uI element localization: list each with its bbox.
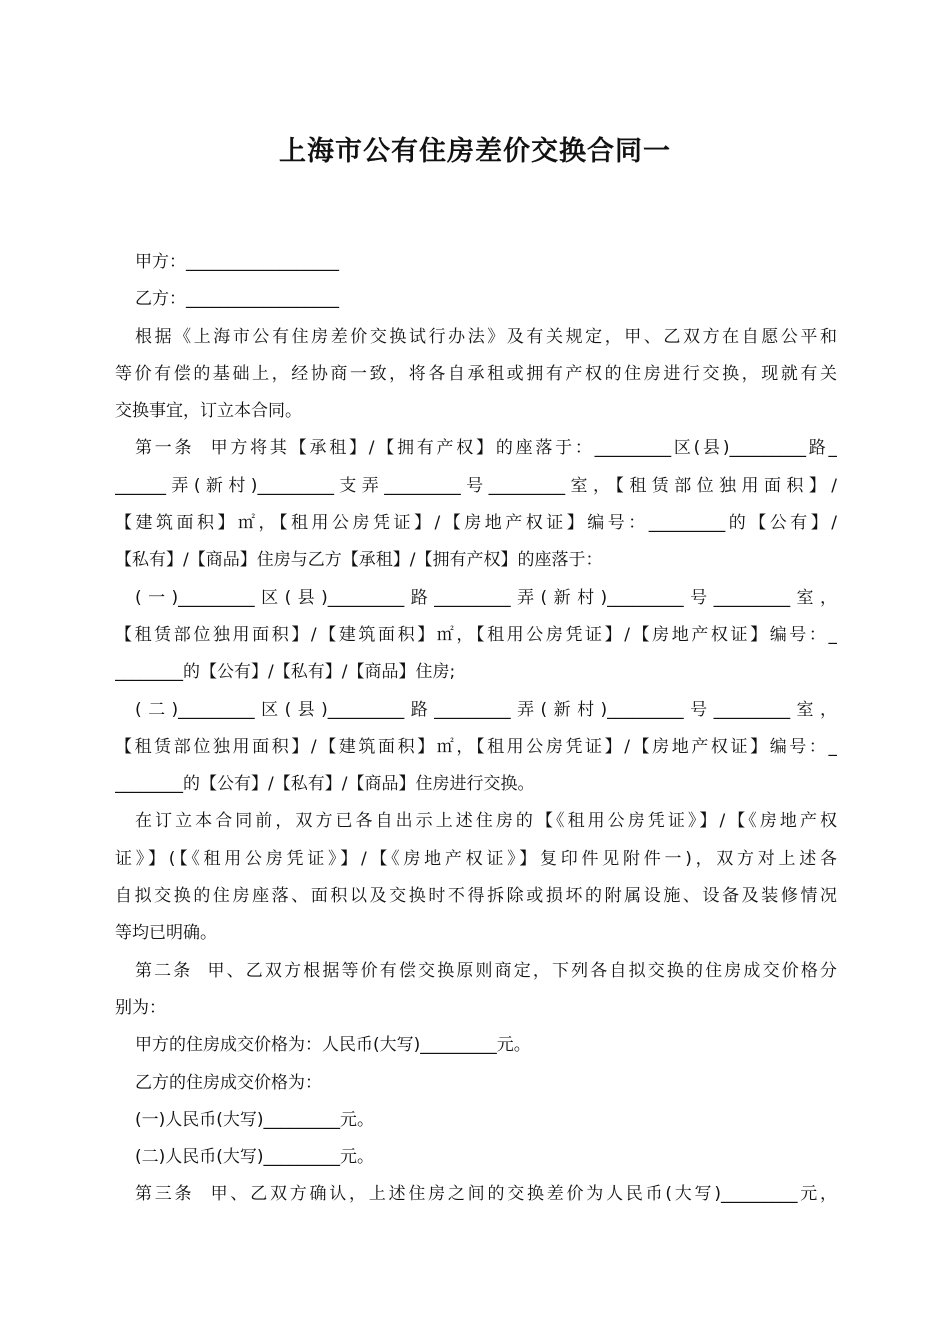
price-line: (一)人民币(大写)_________元。 — [135, 1109, 375, 1130]
party-b-line: 乙方：__________________ — [135, 289, 339, 310]
paragraph-line: 等均已明确。 — [115, 923, 217, 944]
item-1-line: (一)_________区(县)_________路_________弄(新村)_________号_________室， — [135, 587, 837, 608]
document-body — [115, 244, 837, 1214]
party-a-line: 甲方：__________________ — [135, 252, 339, 272]
price-line: 甲方的住房成交价格为：人民币(大写)_________元。 — [135, 1035, 531, 1056]
item-2-line: ________的【公有】/【私有】/【商品】住房进行交换。 — [115, 774, 535, 795]
paragraph-line: 等价有偿的基础上，经协商一致，将各自承租或拥有产权的住房进行交换，现就有关 — [115, 363, 837, 384]
item-1-line: 【租赁部位独用面积】/【建筑面积】㎡，【租用公房凭证】/【房地产权证】编号：_ — [115, 624, 837, 645]
item-2-line: 【租赁部位独用面积】/【建筑面积】㎡，【租用公房凭证】/【房地产权证】编号：_ — [115, 736, 837, 757]
paragraph-line: 根据《上海市公有住房差价交换试行办法》及有关规定，甲、乙双方在自愿公平和 — [135, 326, 837, 347]
price-line: 乙方的住房成交价格为： — [135, 1072, 322, 1093]
paragraph-line: 在订立本合同前，双方已各自出示上述住房的【《租用公房凭证》】/【《房地产权 — [135, 811, 837, 832]
paragraph-line: 自拟交换的住房座落、面积以及交换时不得拆除或损坏的附属设施、设备及装修情况 — [115, 886, 837, 907]
article-1-line: 【私有】/【商品】住房与乙方【承租】/【拥有产权】的座落于： — [115, 550, 603, 571]
article-1-line: ______弄(新村)_________支弄_________号_________室，【租赁部位独用面积】/ — [115, 475, 837, 496]
article-1-line: 【建筑面积】㎡，【租用公房凭证】/【房地产权证】编号：_________的【公有】/ — [115, 513, 837, 534]
item-2-line: (二)_________区(县)_________路_________弄(新村)_________号_________室， — [135, 699, 837, 720]
article-2-line: 别为： — [115, 997, 166, 1018]
paragraph-line: 证》】(【《租用公房凭证》】/【《房地产权证》】复印件见附件一)，双方对上述各 — [115, 848, 837, 869]
document-title: 上海市公有住房差价交换合同一 — [279, 136, 671, 167]
article-3-line: 第三条 甲、乙双方确认，上述住房之间的交换差价为人民币(大写)_________元， — [135, 1184, 837, 1205]
article-1-line: 第一条 甲方将其【承租】/【拥有产权】的座落于：_________区(县)_________路_ — [135, 438, 837, 459]
article-2-line: 第二条 甲、乙双方根据等价有偿交换原则商定，下列各自拟交换的住房成交价格分 — [135, 960, 837, 981]
item-1-line: ________的【公有】/【私有】/【商品】住房; — [115, 662, 456, 683]
paragraph-line: 交换事宜，订立本合同。 — [115, 401, 302, 422]
price-line: (二)人民币(大写)_________元。 — [135, 1147, 375, 1168]
